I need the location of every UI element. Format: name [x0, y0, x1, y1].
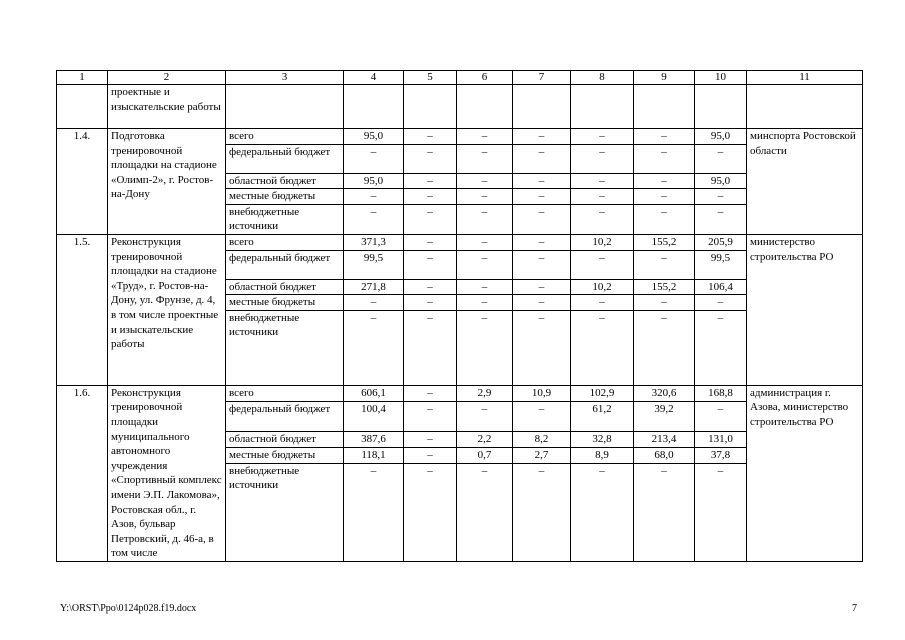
amount-cell: – [634, 463, 695, 561]
amount-cell: – [513, 463, 571, 561]
source-label: областной бюджет [226, 173, 344, 189]
amount-cell: – [457, 204, 513, 234]
amount-cell: – [634, 295, 695, 311]
amount-cell: – [695, 463, 747, 561]
amount-cell: – [513, 250, 571, 279]
amount-cell: 10,9 [513, 385, 571, 401]
source-row [57, 234, 863, 250]
amount-cell: 168,8 [695, 385, 747, 401]
amount-cell: – [571, 189, 634, 205]
amount-cell: – [344, 463, 404, 561]
amount-cell: 0,7 [457, 447, 513, 463]
amount-cell: – [344, 310, 404, 385]
amount-cell: 2,9 [457, 385, 513, 401]
amount-cell: – [571, 129, 634, 145]
amount-cell: – [695, 310, 747, 385]
amount-cell: – [571, 250, 634, 279]
amount-cell: – [513, 401, 571, 431]
amount-cell: 2,2 [457, 431, 513, 447]
section-name: Подготовка тренировочной площадки на стадионе «Олимп-2», г. Ростов-на-Дону [108, 129, 226, 235]
amount-cell: 39,2 [634, 401, 695, 431]
amount-cell: – [344, 144, 404, 173]
amount-cell: 606,1 [344, 385, 404, 401]
amount-cell: – [404, 204, 457, 234]
amount-cell: – [404, 129, 457, 145]
amount-cell: – [457, 250, 513, 279]
amount-cell: – [513, 204, 571, 234]
source-label: всего [226, 234, 344, 250]
responsible-party: минспорта Ростовской области [747, 129, 863, 235]
source-label: местные бюджеты [226, 447, 344, 463]
source-label: внебюджетные источники [226, 310, 344, 385]
amount-cell: 10,2 [571, 234, 634, 250]
amount-cell: 99,5 [344, 250, 404, 279]
source-label: местные бюджеты [226, 295, 344, 311]
amount-cell: 213,4 [634, 431, 695, 447]
amount-cell: – [344, 189, 404, 205]
amount-cell: 320,6 [634, 385, 695, 401]
amount-cell: – [404, 463, 457, 561]
amount-cell: – [404, 447, 457, 463]
amount-cell: – [457, 173, 513, 189]
section-number [57, 85, 108, 129]
amount-cell: – [513, 310, 571, 385]
amount-cell: – [571, 204, 634, 234]
section-number: 1.6. [57, 385, 108, 561]
source-label: внебюджетные источники [226, 463, 344, 561]
amount-cell: 61,2 [571, 401, 634, 431]
amount-cell: – [457, 401, 513, 431]
column-header: 7 [513, 71, 571, 85]
amount-cell: – [457, 295, 513, 311]
amount-cell: – [513, 279, 571, 295]
amount-cell: – [695, 401, 747, 431]
amount-cell: – [513, 295, 571, 311]
section-name: Реконструкция тренировочной площадки на стадионе «Труд», г. Ростов-на-Дону, ул. Фрунзе, д. 4, в том числе проектные и изыскательские работы [108, 234, 226, 385]
amount-cell: – [404, 295, 457, 311]
section-name: Реконструкция тренировочной площадки муниципального автономного учреждения «Спортивный комплекс имени Э.П. Лакомова», Ростовская обл., г. Азов, бульвар Петровский, д. 46-а, в том числе [108, 385, 226, 561]
amount-cell: – [513, 234, 571, 250]
column-header: 9 [634, 71, 695, 85]
source-label: областной бюджет [226, 431, 344, 447]
page-number: 7 [852, 603, 857, 614]
amount-cell: – [404, 385, 457, 401]
amount-cell: 95,0 [344, 173, 404, 189]
amount-cell: 106,4 [695, 279, 747, 295]
column-header: 4 [344, 71, 404, 85]
amount-cell: – [457, 310, 513, 385]
amount-cell: 8,9 [571, 447, 634, 463]
amount-cell: 102,9 [571, 385, 634, 401]
column-header: 5 [404, 71, 457, 85]
amount-cell: 371,3 [344, 234, 404, 250]
amount-cell: 271,8 [344, 279, 404, 295]
amount-cell: – [404, 431, 457, 447]
amount-cell: – [571, 463, 634, 561]
amount-cell: 155,2 [634, 234, 695, 250]
amount-cell: – [634, 204, 695, 234]
amount-cell: 95,0 [695, 173, 747, 189]
source-label: местные бюджеты [226, 189, 344, 205]
amount-cell: – [695, 189, 747, 205]
amount-cell: 99,5 [695, 250, 747, 279]
amount-cell: – [571, 144, 634, 173]
column-header: 1 [57, 71, 108, 85]
amount-cell: – [571, 173, 634, 189]
amount-cell: – [344, 295, 404, 311]
amount-cell: – [404, 189, 457, 205]
amount-cell: – [513, 173, 571, 189]
amount-cell: – [695, 295, 747, 311]
amount-cell: 95,0 [344, 129, 404, 145]
amount-cell: 95,0 [695, 129, 747, 145]
section-name: проектные и изыскательские работы [108, 85, 226, 129]
amount-cell: – [457, 463, 513, 561]
column-header: 2 [108, 71, 226, 85]
amount-cell: – [457, 189, 513, 205]
source-row [57, 129, 863, 145]
amount-cell: – [634, 144, 695, 173]
amount-cell: 118,1 [344, 447, 404, 463]
amount-cell: – [634, 310, 695, 385]
amount-cell: – [695, 144, 747, 173]
amount-cell: – [571, 310, 634, 385]
source-label: всего [226, 385, 344, 401]
amount-cell: 37,8 [695, 447, 747, 463]
amount-cell: – [513, 144, 571, 173]
amount-cell: – [457, 279, 513, 295]
amount-cell: – [513, 129, 571, 145]
section-number: 1.4. [57, 129, 108, 235]
amount-cell: – [404, 250, 457, 279]
amount-cell: – [571, 295, 634, 311]
amount-cell: 100,4 [344, 401, 404, 431]
amount-cell: 8,2 [513, 431, 571, 447]
budget-table [56, 70, 863, 562]
amount-cell: 387,6 [344, 431, 404, 447]
amount-cell: – [457, 144, 513, 173]
source-label: федеральный бюджет [226, 144, 344, 173]
amount-cell: – [404, 310, 457, 385]
source-label: внебюджетные источники [226, 204, 344, 234]
source-label: всего [226, 129, 344, 145]
amount-cell: – [457, 129, 513, 145]
column-header: 3 [226, 71, 344, 85]
amount-cell: 32,8 [571, 431, 634, 447]
amount-cell: – [404, 234, 457, 250]
amount-cell: 155,2 [634, 279, 695, 295]
column-header: 6 [457, 71, 513, 85]
sections-body [57, 129, 863, 562]
carryover-row [57, 85, 863, 129]
column-header: 10 [695, 71, 747, 85]
amount-cell: 10,2 [571, 279, 634, 295]
amount-cell: 205,9 [695, 234, 747, 250]
section-number: 1.5. [57, 234, 108, 385]
amount-cell: – [634, 189, 695, 205]
column-header: 8 [571, 71, 634, 85]
amount-cell: – [513, 189, 571, 205]
source-label [226, 85, 344, 129]
amount-cell: 2,7 [513, 447, 571, 463]
amount-cell: – [457, 234, 513, 250]
responsible-party: министерство строительства РО [747, 234, 863, 385]
amount-cell: – [404, 173, 457, 189]
amount-cell: – [634, 250, 695, 279]
source-row [57, 385, 863, 401]
amount-cell: – [634, 129, 695, 145]
column-header: 11 [747, 71, 863, 85]
amount-cell: – [404, 401, 457, 431]
amount-cell: – [404, 144, 457, 173]
responsible-party: администрация г. Азова, министерство строительства РО [747, 385, 863, 561]
source-label: федеральный бюджет [226, 250, 344, 279]
source-label: областной бюджет [226, 279, 344, 295]
amount-cell: 131,0 [695, 431, 747, 447]
source-label: федеральный бюджет [226, 401, 344, 431]
amount-cell: – [344, 204, 404, 234]
amount-cell: – [404, 279, 457, 295]
amount-cell: 68,0 [634, 447, 695, 463]
amount-cell: – [634, 173, 695, 189]
footer-file-path: Y:\ORST\Ppo\0124p028.f19.docx [60, 603, 197, 614]
column-number-row [57, 71, 863, 85]
amount-cell: – [695, 204, 747, 234]
